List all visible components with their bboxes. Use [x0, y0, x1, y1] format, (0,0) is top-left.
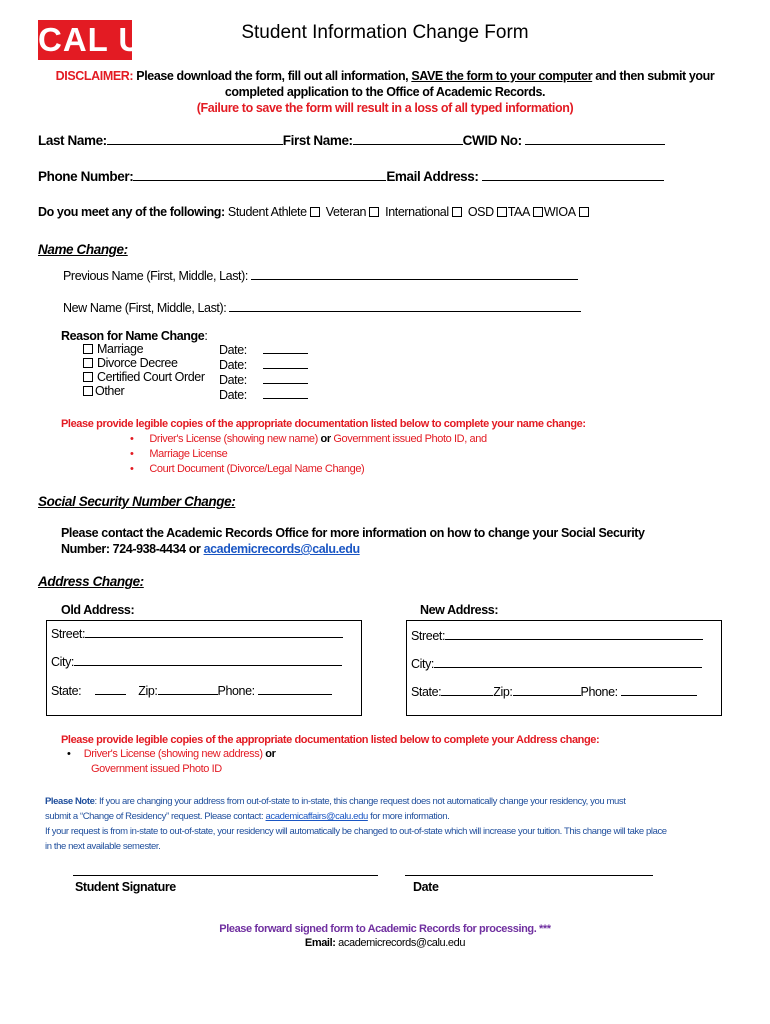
- old-street-field[interactable]: [85, 626, 343, 638]
- phone-label: Phone Number:: [38, 169, 134, 184]
- new-name-row: New Name (First, Middle, Last):: [63, 300, 581, 315]
- note-label: Please Note: [45, 796, 95, 807]
- old-zip-field[interactable]: [158, 683, 218, 695]
- name-change-heading: Name Change:: [38, 242, 128, 257]
- residency-note: Please Note: If you are changing your address from out-of-state to in-state, this change request does not automatically change your residency, you must submit a “Change of Residency” request. Please contact: academicaffairs@calu.edu for more information. If your request is from in-state to out-of-state, your residency will automatically be changed to out-of-state which will increase your tuition. This change will take place in the next available semester.: [45, 796, 667, 852]
- cwid-field[interactable]: [525, 133, 665, 145]
- old-address-label: Old Address:: [61, 603, 135, 617]
- other-checkbox[interactable]: [83, 386, 93, 396]
- address-doc-list: [67, 747, 275, 777]
- reason-court-order[interactable]: Certified Court Order: [83, 370, 205, 384]
- date-field-other[interactable]: [263, 387, 308, 399]
- reason-other[interactable]: Other: [83, 384, 205, 398]
- date-field-divorce[interactable]: [263, 357, 308, 369]
- court-order-checkbox[interactable]: [83, 372, 93, 382]
- footer-email-row: Email: academicrecords@calu.edu: [304, 937, 466, 949]
- new-city-row: City:: [411, 656, 702, 671]
- disclaimer-warning: (Failure to save the form will result in a loss of all typed information): [196, 101, 574, 115]
- veteran-checkbox[interactable]: [369, 207, 379, 217]
- wioa-checkbox[interactable]: [579, 207, 589, 217]
- disclaimer-line-2: completed application to the Office of Academic Records.: [224, 85, 546, 99]
- old-city-row: City:: [51, 654, 342, 669]
- new-address-label: New Address:: [420, 603, 499, 617]
- student-signature-line[interactable]: [73, 875, 378, 876]
- name-fields-row: [38, 133, 665, 148]
- student-athlete-checkbox[interactable]: [310, 207, 320, 217]
- address-change-heading: Address Change:: [38, 574, 144, 589]
- previous-name-row: Previous Name (First, Middle, Last):: [63, 268, 578, 283]
- reason-list: [83, 342, 205, 398]
- calu-logo: CAL U: [38, 21, 144, 58]
- academic-affairs-email-link[interactable]: academicaffairs@calu.edu: [265, 811, 368, 822]
- old-state-field[interactable]: [95, 683, 126, 695]
- list-item: • Driver's License (showing new address) or: [67, 748, 276, 760]
- osd-checkbox[interactable]: [497, 207, 507, 217]
- reason-label: Reason for Name Change:: [61, 329, 208, 343]
- new-street-row: Street:: [411, 628, 703, 643]
- reason-dates: Date: Date: Date: Date:: [219, 342, 308, 402]
- student-signature-label: Student Signature: [75, 880, 176, 894]
- taa-checkbox[interactable]: [533, 207, 543, 217]
- date-signature-line[interactable]: [405, 875, 653, 876]
- reason-divorce[interactable]: Divorce Decree: [83, 356, 205, 370]
- last-name-label: Last Name:: [38, 133, 107, 148]
- list-item: • Marriage License: [130, 448, 228, 460]
- ssn-text-line-1: Please contact the Academic Records Office for more information on how to change your Social Security: [61, 526, 645, 540]
- marriage-checkbox[interactable]: [83, 344, 93, 354]
- date-label: Date: [413, 880, 439, 894]
- cwid-label: CWID No:: [462, 133, 522, 148]
- academic-records-email-link[interactable]: academicrecords@calu.edu: [203, 542, 360, 556]
- divorce-checkbox[interactable]: [83, 358, 93, 368]
- eligibility-question: Do you meet any of the following:: [38, 205, 225, 219]
- old-street-row: Street:: [51, 626, 343, 641]
- ssn-change-heading: Social Security Number Change:: [38, 494, 236, 509]
- new-phone-field[interactable]: [621, 684, 697, 696]
- phone-field[interactable]: [133, 169, 386, 181]
- form-title: Student Information Change Form: [241, 22, 529, 43]
- first-name-label: First Name:: [282, 133, 353, 148]
- list-item: • Driver's License (showing new name) or Government issued Photo ID, and: [130, 433, 487, 445]
- disclaimer-line-1: DISCLAIMER: Please download the form, fill out all information, SAVE the form to your computer and then submit your: [55, 69, 715, 83]
- date-field-marriage[interactable]: [263, 342, 308, 354]
- new-city-field[interactable]: [434, 656, 702, 668]
- name-doc-notice: Please provide legible copies of the appropriate documentation listed below to complete your name change:: [61, 418, 586, 430]
- previous-name-field[interactable]: [251, 268, 578, 280]
- old-state-row: State: Zip: Phone:: [51, 683, 332, 698]
- name-doc-list: [130, 432, 487, 477]
- email-field[interactable]: [482, 169, 664, 181]
- old-city-field[interactable]: [74, 654, 342, 666]
- list-item: Government issued Photo ID: [91, 763, 222, 775]
- email-label: Email Address:: [386, 169, 479, 184]
- first-name-field[interactable]: [353, 133, 463, 145]
- new-street-field[interactable]: [445, 628, 703, 640]
- new-state-row: State: Zip: Phone:: [411, 684, 697, 699]
- last-name-field[interactable]: [107, 133, 283, 145]
- new-name-field[interactable]: [229, 300, 581, 312]
- address-doc-notice: Please provide legible copies of the appropriate documentation listed below to complete your Address change:: [61, 734, 600, 746]
- footer-email: academicrecords@calu.edu: [338, 937, 466, 949]
- old-phone-field[interactable]: [258, 683, 332, 695]
- eligibility-row: Do you meet any of the following: Student Athlete Veteran International OSD TAA WIOA: [38, 205, 592, 219]
- new-state-field[interactable]: [441, 684, 493, 696]
- disclaimer-label: DISCLAIMER:: [55, 69, 134, 83]
- forward-instruction: Please forward signed form to Academic Records for processing. ***: [219, 923, 551, 935]
- list-item: • Court Document (Divorce/Legal Name Change): [130, 463, 365, 475]
- international-checkbox[interactable]: [452, 207, 462, 217]
- reason-marriage[interactable]: Marriage: [83, 342, 205, 356]
- ssn-text-line-2: Number: 724-938-4434 or academicrecords@calu.edu: [61, 542, 360, 556]
- date-field-court[interactable]: [263, 372, 308, 384]
- contact-fields-row: [38, 169, 664, 184]
- new-zip-field[interactable]: [513, 684, 581, 696]
